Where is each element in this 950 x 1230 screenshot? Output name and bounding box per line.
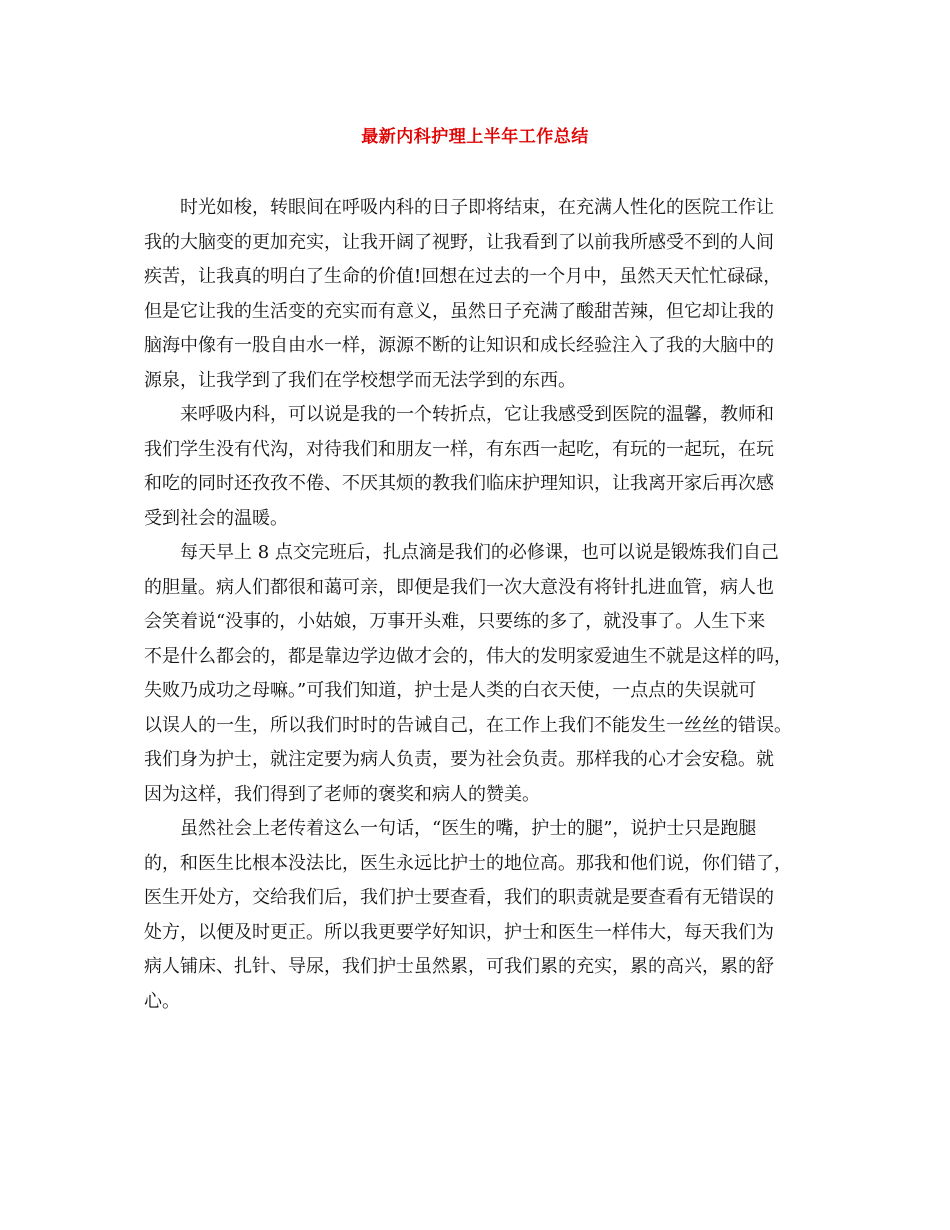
text-line: 会笑着说“没事的，小姑娘，万事开头难，只要练的多了，就没事了。人生下来 bbox=[144, 611, 766, 632]
paragraph-3 bbox=[144, 536, 806, 812]
text-line: 以误人的一生，所以我们时时的告诫自己，在工作上我们不能发生一丝丝的错误。 bbox=[144, 714, 792, 736]
document-title: 最新内科护理上半年工作总结 bbox=[361, 127, 589, 147]
paragraph-2 bbox=[144, 398, 806, 536]
text-line: 时光如梭，转眼间在呼吸内科的日子即将结束，在充满人性化的医院工作让 bbox=[180, 197, 774, 218]
text-line: 和吃的同时还孜孜不倦、不厌其烦的教我们临床护理知识，让我离开家后再次感 bbox=[144, 473, 774, 494]
text-line: 受到社会的温暖。 bbox=[144, 507, 288, 529]
text-line: 的胆量。病人们都很和蔼可亲，即便是我们一次大意没有将针扎进血管，病人也 bbox=[144, 576, 774, 598]
text-line: 我们学生没有代沟，对待我们和朋友一样，有东西一起吃，有玩的一起玩，在玩 bbox=[144, 438, 774, 460]
paragraph-4 bbox=[144, 812, 806, 1019]
text-line: 的，和医生比根本没法比，医生永远比护士的地位高。那我和他们说，你们错了， bbox=[144, 852, 792, 874]
text-line: 源泉，让我学到了我们在学校想学而无法学到的东西。 bbox=[144, 369, 576, 391]
text-line: 每天早上 8 点交完班后，扎点滴是我们的必修课，也可以说是锻炼我们自己 bbox=[180, 542, 779, 563]
text-line: 脑海中像有一股自由水一样，源源不断的让知识和成长经验注入了我的大脑中的 bbox=[144, 335, 774, 356]
text-line: 疾苦，让我真的明白了生命的价值!回想在过去的一个月中，虽然天天忙忙碌碌， bbox=[144, 266, 782, 287]
text-line: 我们身为护士，就注定要为病人负责，要为社会负责。那样我的心才会安稳。就 bbox=[144, 749, 774, 770]
text-line: 因为这样，我们得到了老师的褒奖和病人的赞美。 bbox=[144, 783, 540, 805]
text-line: 我的大脑变的更加充实，让我开阔了视野，让我看到了以前我所感受不到的人间 bbox=[144, 231, 774, 253]
paragraph-1 bbox=[144, 191, 806, 398]
document-body bbox=[144, 191, 806, 1019]
text-line: 医生开处方，交给我们后，我们护士要查看，我们的职责就是要查看有无错误的 bbox=[144, 887, 774, 908]
text-line: 心。 bbox=[144, 990, 180, 1012]
text-line: 处方，以便及时更正。所以我更要学好知识，护士和医生一样伟大，每天我们为 bbox=[144, 921, 774, 943]
text-line: 不是什么都会的，都是靠边学边做才会的，伟大的发明家爱迪生不就是这样的吗， bbox=[144, 645, 792, 667]
text-line: 虽然社会上老传着这么一句话，“医生的嘴，护士的腿”，说护士只是跑腿 bbox=[180, 818, 757, 839]
text-line: 来呼吸内科，可以说是我的一个转折点，它让我感受到医院的温馨，教师和 bbox=[180, 404, 774, 425]
text-line: 但是它让我的生活变的充实而有意义，虽然日子充满了酸甜苦辣，但它却让我的 bbox=[144, 300, 774, 322]
text-line: 失败乃成功之母嘛。”可我们知道，护士是人类的白衣天使，一点点的失误就可 bbox=[144, 680, 757, 701]
text-line: 病人铺床、扎针、导尿，我们护士虽然累，可我们累的充实，累的高兴，累的舒 bbox=[144, 956, 774, 977]
